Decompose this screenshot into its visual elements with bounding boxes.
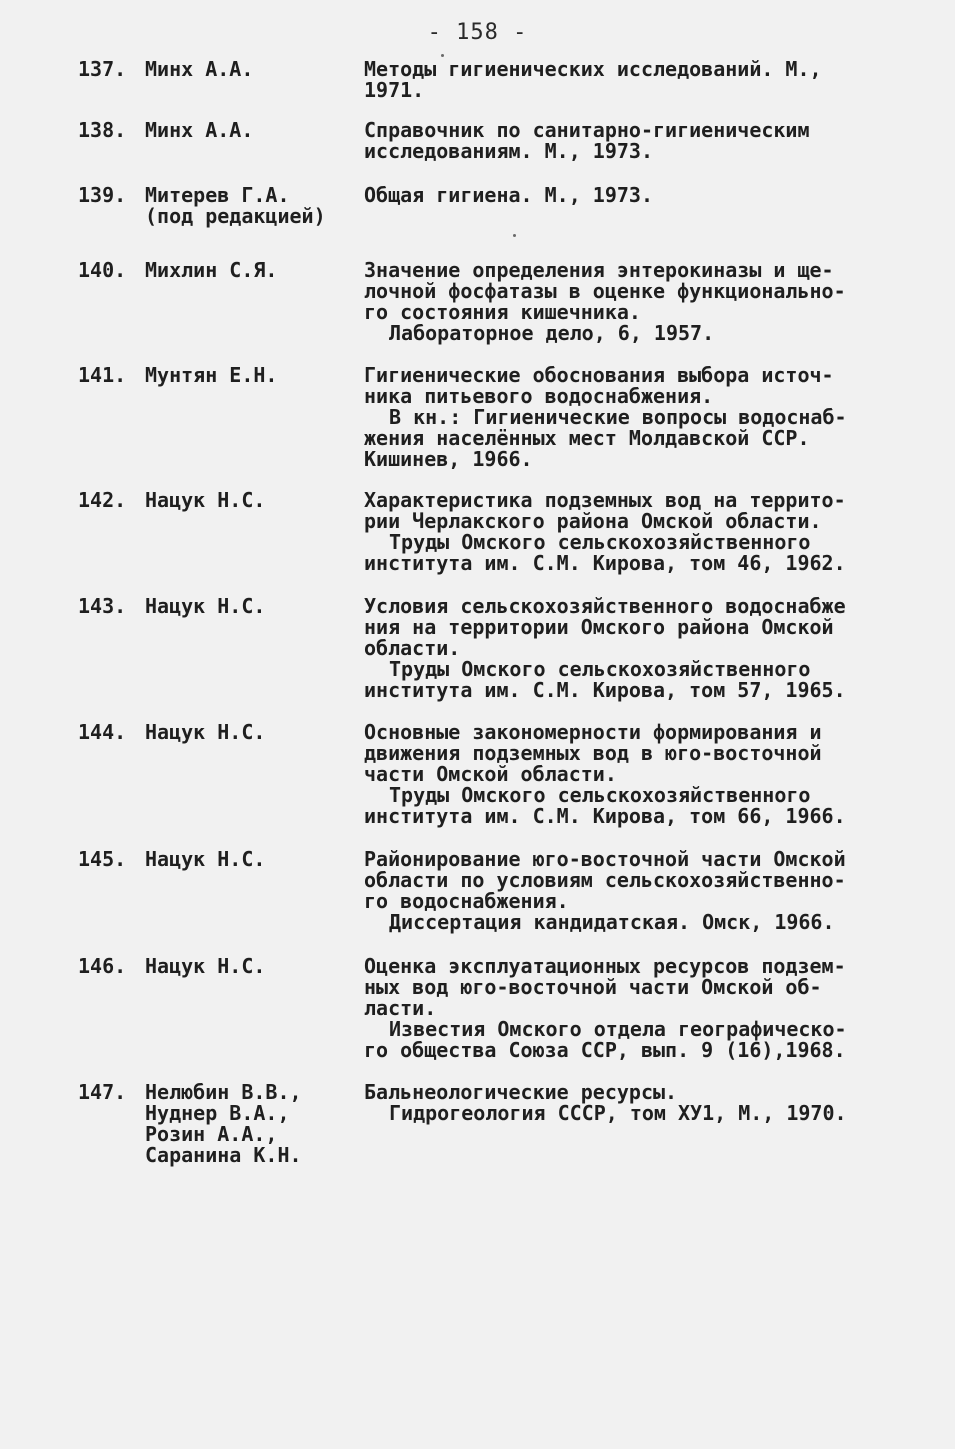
citation-line: рии Черлакского района Омской области. (364, 509, 822, 533)
author-line: Нацук Н.С. (145, 954, 266, 978)
citation-source-line: Труды Омского сельскохозяйственного (389, 657, 811, 681)
entry-citation (364, 260, 884, 344)
citation-line: Методы гигиенических исследований. М., (364, 57, 822, 81)
citation-line: ника питьевого водоснабжения. (364, 384, 714, 408)
entry-number: 147. (78, 1080, 127, 1104)
citation-source-line: Диссертация кандидатская. Омск, 1966. (389, 910, 835, 934)
citation-line: института им. С.М. Кирова, том 46, 1962. (364, 551, 846, 575)
scan-speck (513, 234, 516, 237)
citation-line: жения населённых мест Молдавской ССР. (364, 426, 810, 450)
citation-line: движения подземных вод в юго-восточной (364, 741, 822, 765)
entry-citation (364, 722, 884, 827)
citation-line: Основные закономерности формирования и (364, 720, 822, 744)
author-line: Нацук Н.С. (145, 847, 266, 871)
entry-citation (364, 596, 884, 701)
entry-authors (145, 722, 360, 743)
citation-source-line: Гидрогеология СССР, том ХУ1, М., 1970. (389, 1101, 847, 1125)
author-line: Михлин С.Я. (145, 258, 278, 282)
entry-number: 138. (78, 118, 127, 142)
entry-authors (145, 185, 360, 227)
entry-number: 145. (78, 847, 127, 871)
author-line: Нацук Н.С. (145, 488, 266, 512)
citation-line: Значение определения энтерокиназы и ще- (364, 258, 834, 282)
citation-line: Условия сельскохозяйственного водоснабже (364, 594, 846, 618)
citation-line: института им. С.М. Кирова, том 66, 1966. (364, 804, 846, 828)
entry-citation (364, 956, 884, 1061)
entry-authors (145, 490, 360, 511)
entry-citation (364, 185, 884, 206)
author-line: Минх А.А. (145, 118, 254, 142)
entry-citation (364, 490, 884, 574)
citation-line: 1971. (364, 78, 425, 102)
entry-authors (145, 365, 360, 386)
entry-number: 144. (78, 720, 127, 744)
citation-source-line: Лабораторное дело, 6, 1957. (389, 321, 715, 345)
citation-source-line: Известия Омского отдела географическо- (389, 1017, 847, 1041)
entry-number: 142. (78, 488, 127, 512)
citation-line: го общества Союза ССР, вып. 9 (16),1968. (364, 1038, 846, 1062)
entry-number: 143. (78, 594, 127, 618)
citation-source-line: Труды Омского сельскохозяйственного (389, 530, 811, 554)
citation-line: лочной фосфатазы в оценке функционально- (364, 279, 846, 303)
entry-authors (145, 1082, 360, 1166)
entry-authors (145, 849, 360, 870)
citation-line: части Омской области. (364, 762, 617, 786)
entry-citation (364, 59, 884, 101)
entry-number: 146. (78, 954, 127, 978)
citation-line: го водоснабжения. (364, 889, 569, 913)
author-line: Саранина К.Н. (145, 1143, 302, 1167)
citation-line: Оценка эксплуатационных ресурсов подзем- (364, 954, 846, 978)
page-number: - 158 - (427, 20, 528, 45)
author-line: Нацук Н.С. (145, 720, 266, 744)
entry-number: 141. (78, 363, 127, 387)
citation-line: ных вод юго-восточной части Омской об- (364, 975, 822, 999)
author-line: Минх А.А. (145, 57, 254, 81)
citation-source-line: В кн.: Гигиенические вопросы водоснаб- (389, 405, 847, 429)
entry-authors (145, 956, 360, 977)
citation-line: ния на территории Омского района Омской (364, 615, 834, 639)
entry-citation (364, 365, 884, 470)
entry-citation (364, 120, 884, 162)
author-line: Розин А.А., (145, 1122, 278, 1146)
author-line: (под редакцией) (145, 204, 326, 228)
author-line: Нуднер В.А., (145, 1101, 290, 1125)
citation-line: исследованиям. М., 1973. (364, 139, 653, 163)
citation-line: ласти. (364, 996, 437, 1020)
entry-number: 140. (78, 258, 127, 282)
citation-line: Общая гигиена. М., 1973. (364, 183, 653, 207)
citation-line: Районирование юго-восточной части Омской (364, 847, 846, 871)
citation-line: области по условиям сельскохозяйственно- (364, 868, 846, 892)
entry-citation (364, 849, 884, 933)
citation-line: области. (364, 636, 461, 660)
citation-source-line: Труды Омского сельскохозяйственного (389, 783, 811, 807)
citation-line: Гигиенические обоснования выбора источ- (364, 363, 834, 387)
scan-speck (441, 54, 444, 57)
entry-citation (364, 1082, 884, 1124)
entry-authors (145, 59, 360, 80)
citation-line: Бальнеологические ресурсы. (364, 1080, 678, 1104)
author-line: Митерев Г.А. (145, 183, 290, 207)
author-line: Нацук Н.С. (145, 594, 266, 618)
entry-authors (145, 260, 360, 281)
citation-line: института им. С.М. Кирова, том 57, 1965. (364, 678, 846, 702)
author-line: Мунтян Е.Н. (145, 363, 278, 387)
citation-line: Характеристика подземных вод на террито- (364, 488, 846, 512)
citation-line: Кишинев, 1966. (364, 447, 533, 471)
citation-line: Справочник по санитарно-гигиеническим (364, 118, 810, 142)
entry-number: 139. (78, 183, 127, 207)
author-line: Нелюбин В.В., (145, 1080, 302, 1104)
citation-line: го состояния кишечника. (364, 300, 641, 324)
entry-number: 137. (78, 57, 127, 81)
entry-authors (145, 120, 360, 141)
entry-authors (145, 596, 360, 617)
